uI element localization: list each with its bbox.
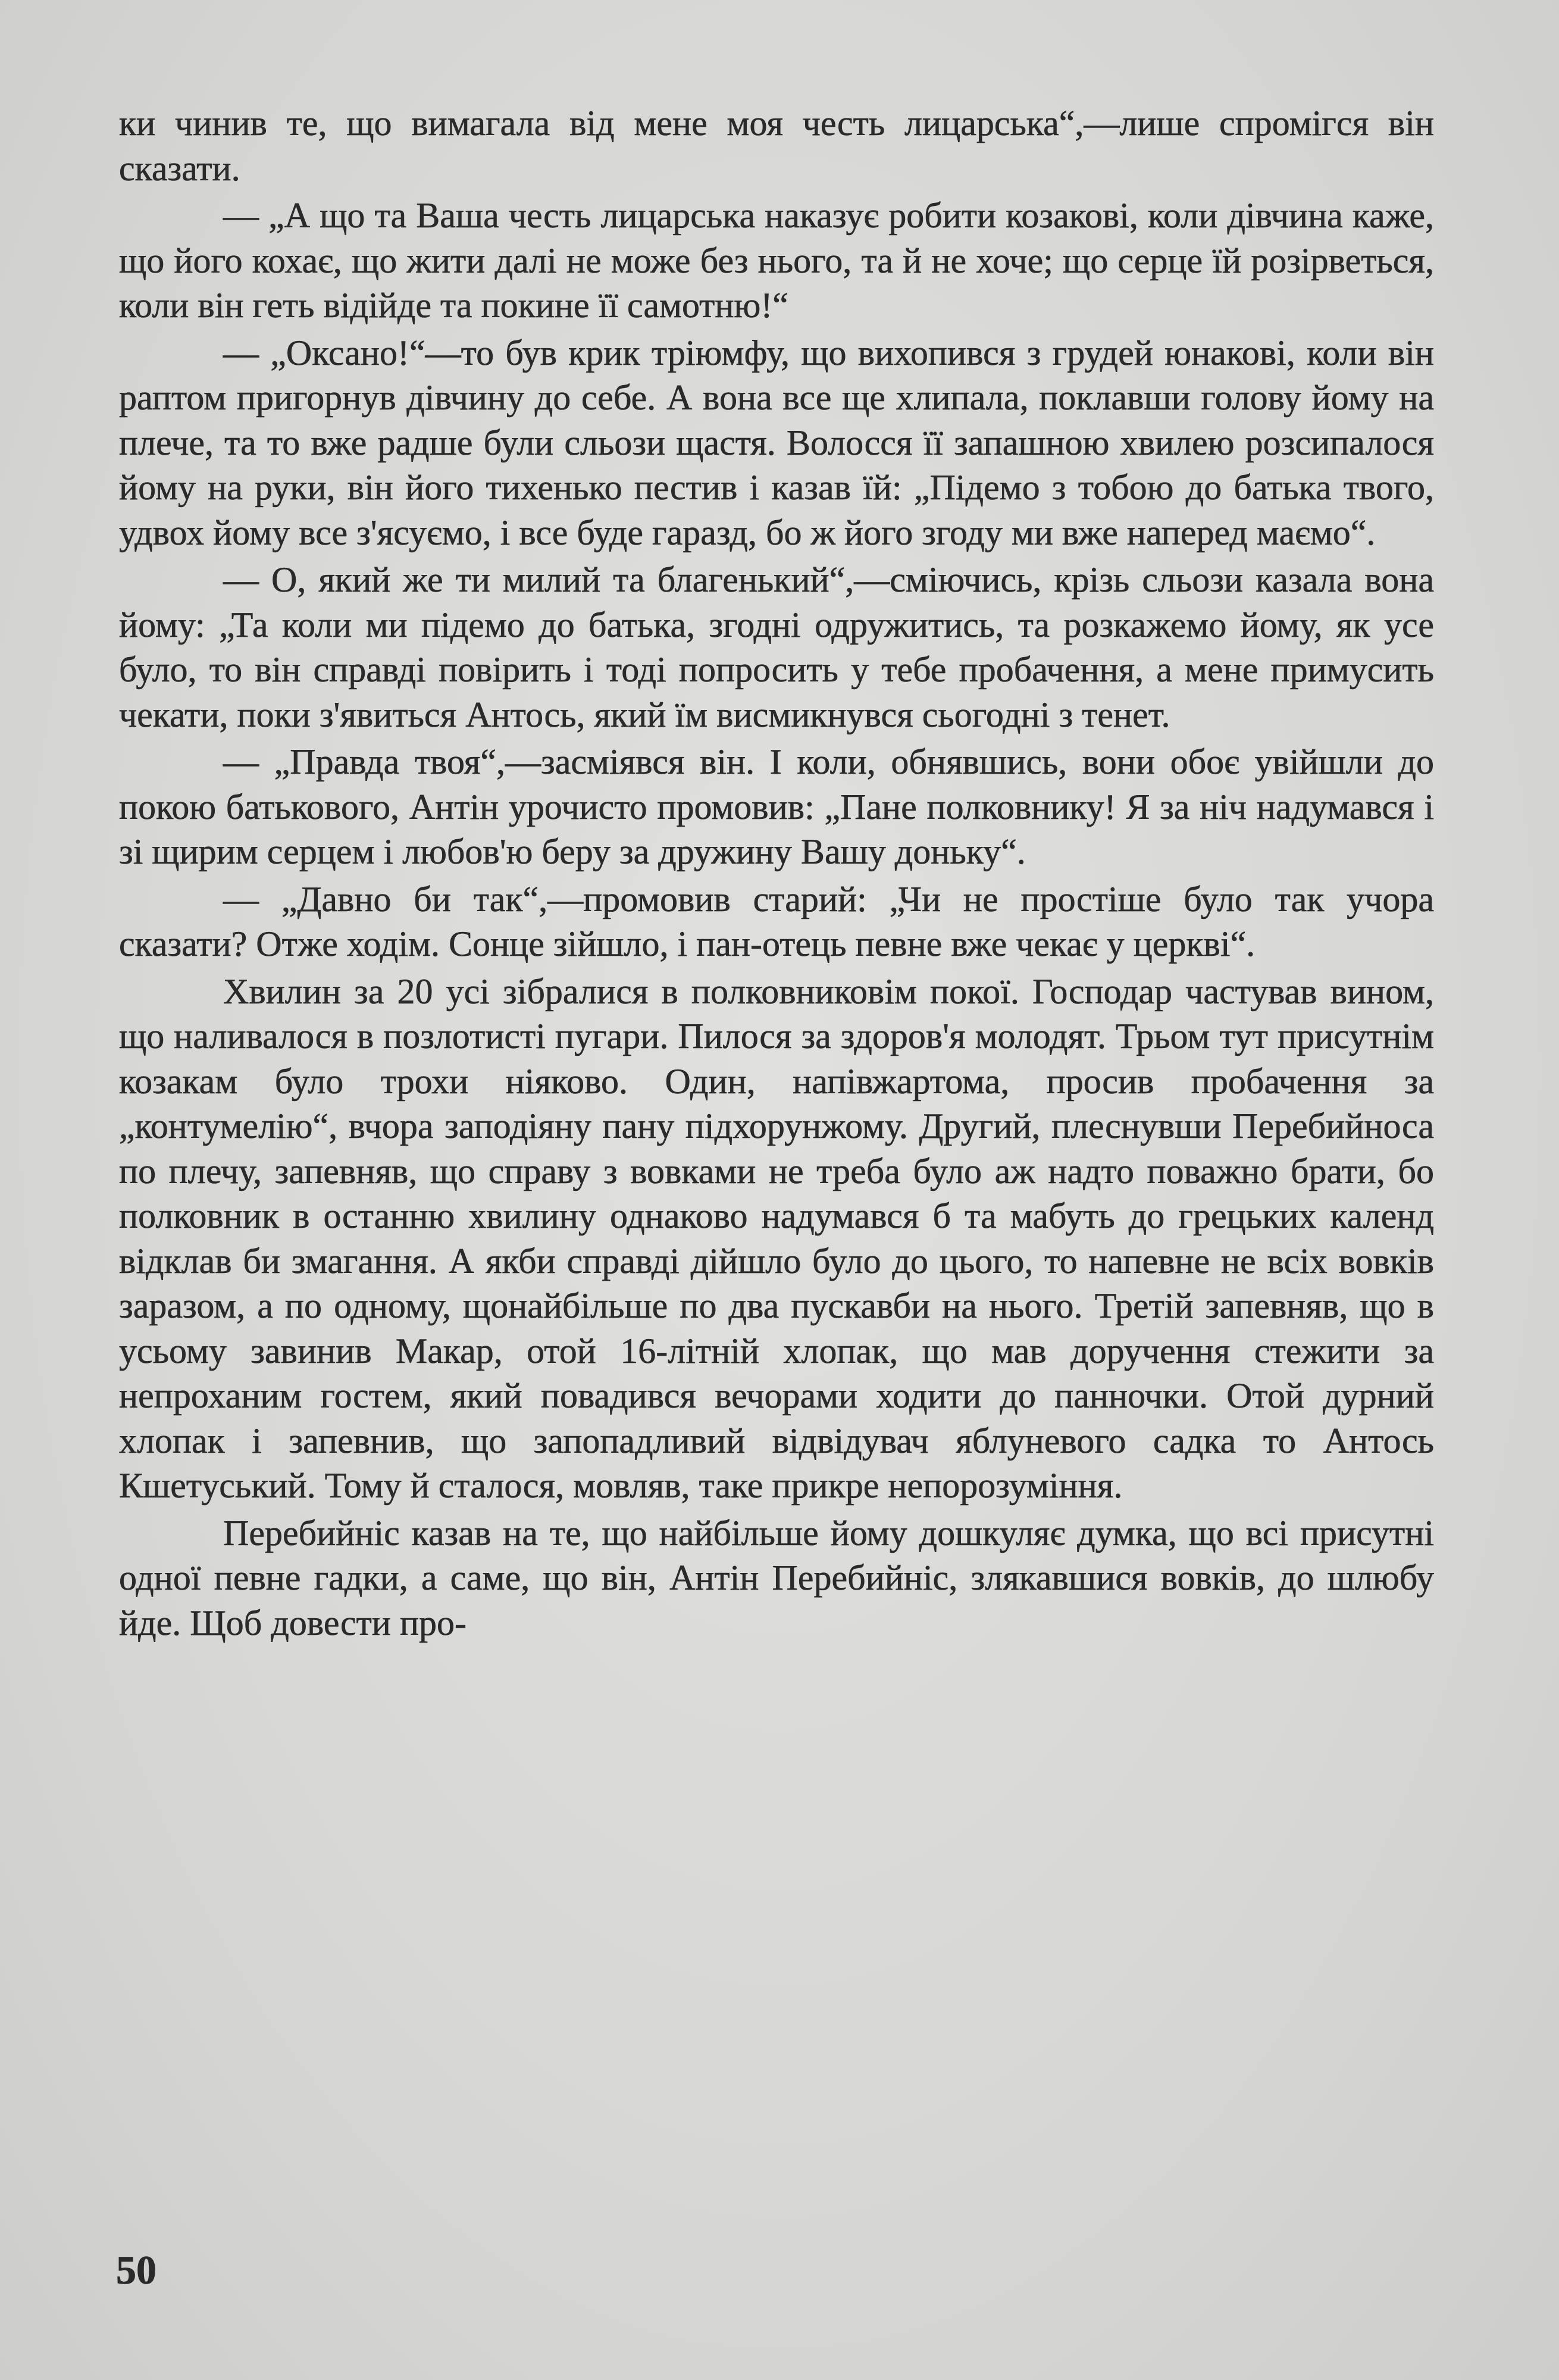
paragraph: — „Оксано!“—то був крик тріюмфу, що вихопився з грудей юнакові, коли він раптом пригорнув дівчину до себе. А вона все ще хлипала, поклавши голову йому на плече, та то вже радше були сльози щастя. Волосся її запашною хвилею розсипалося йому на руки, він його тихенько пестив і казав їй: „Підемо з тобою до батька твого, удвох йому все з'ясуємо, і все буде гаразд, бо ж його згоду ми вже наперед маємо“.: [119, 333, 1434, 552]
paragraph: — „Правда твоя“,—засміявся він. І коли, обнявшись, вони обоє увійшли до покою батькового, Антін урочисто промовив: „Пане полковнику! Я за ніч надумався і зі щирим серцем і любов'ю беру за дружину Вашу доньку“.: [119, 742, 1434, 871]
paragraph: Перебийніс казав на те, що найбільше йому дошкуляє думка, що всі присутні одної певне гадки, а саме, що він, Антін Перебийніс, злякавшися вовків, до шлюбу йде. Щоб довести про-: [119, 1513, 1434, 1643]
paragraph: — „Давно би так“,—промовив старий: „Чи не простіше було так учора сказати? Отже ходім. Сонце зійшло, і пан-отець певне вже чекає у церкві“.: [119, 879, 1434, 964]
paragraph: — „А що та Ваша честь лицарська наказує робити козакові, коли дівчина каже, що його кохає, що жити далі не може без нього, та й не хоче; що серце їй розірветься, коли він геть відійде та покине її самотню!“: [119, 196, 1434, 325]
page-number: 50: [116, 2247, 156, 2293]
paragraph: ки чинив те, що вимагала від мене моя честь лицарська“,—лише спромігся він сказати.: [119, 104, 1434, 188]
paragraph: Хвилин за 20 усі зібралися в полковниковім покої. Господар частував вином, що наливалося в позлотисті пугари. Пилося за здоров'я молодят. Трьом тут присутнім козакам було трохи ніяково. Один, напівжартома, просив пробачення за „контумелію“, вчора заподіяну пану підхорунжому. Другий, плеснувши Перебийноса по плечу, запевняв, що справу з вовками не треба було аж надто поважно брати, бо полковник в останню хвилину однаково надумався б та мабуть до грецьких календ відклав би змагання. А якби справді дійшло було до цього, то напевне не всіх вовків заразом, а по одному, щонайбільше по два пускавби на нього. Третій запевняв, що в усьому завинив Макар, отой 16-літній хлопак, що мав доручення стежити за непроханим гостем, який повадився вечорами ходити до панночки. Отой дурний хлопак і запевнив, що запопадливий відвідувач яблуневого садка то Антось Кшетуський. Тому й сталося, мовляв, таке прикре непорозуміння.: [119, 971, 1434, 1505]
body-text: [119, 101, 1434, 1646]
paragraph: — О, який же ти милий та благенький“,—сміючись, крізь сльози казала вона йому: „Та коли ми підемо до батька, згодні одружитись, та розкажемо йому, як усе було, то він справді повірить і тоді попросить у тебе пробачення, а мене примусить чекати, поки з'явиться Антось, який їм висмикнувся сьогодні з тенет.: [119, 560, 1434, 734]
